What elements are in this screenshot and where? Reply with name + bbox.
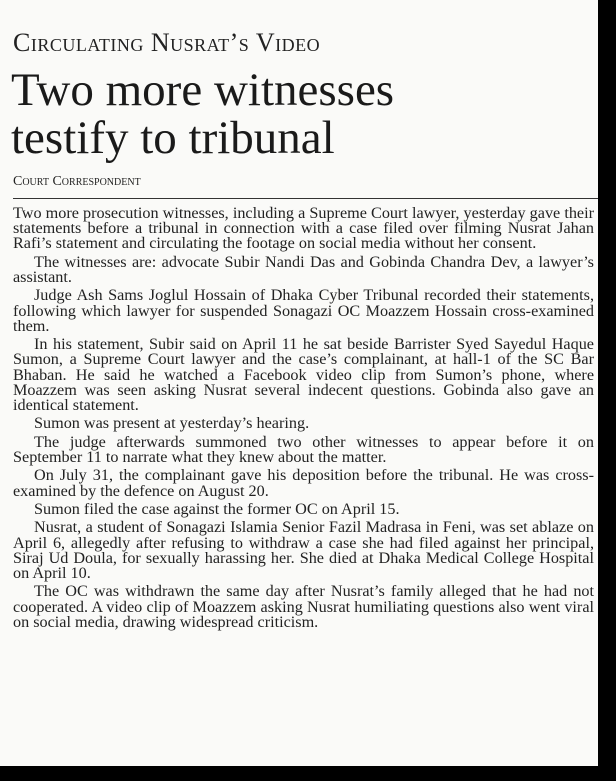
paragraph-8: Sumon filed the case against the former OC on April 15. [34,499,400,518]
paragraph-1: Two more prosecution witnesses, including a Supreme Court lawyer, yesterday gave their statements before a tribunal in connection with a case filed over filming Nusrat Jahan Rafi’s statement and circulating the footage on social media without her consent. [13,204,594,253]
headline-line-1: Two more witnesses [11,64,395,116]
divider [13,198,598,199]
headline-line-2: testify to tribunal [11,112,335,164]
byline: Court Correspondent [13,174,141,189]
article-body [13,206,594,633]
paragraph-6: The judge afterwards summoned two other witnesses to appear before it on September 11 to narrate what they knew about the matter. [13,432,594,466]
paragraph-9: Nusrat, a student of Sonagazi Islamia Senior Fazil Madrasa in Feni, was set ablaze on April 6, allegedly after refusing to withdraw a case she had filed against her principal, Siraj Ud Doula, for sexually harassing her. She died at Dhaka Medical College Hospital on April 10. [13,518,594,582]
kicker: Circulating Nusrat’s Video [13,28,321,57]
headline [11,66,591,162]
paragraph-4: In his statement, Subir said on April 11 he sat beside Barrister Syed Sayedul Haque Sumon, a Supreme Court lawyer and the case’s complainant, at hall-1 of the SC Bar Bhaban. He said he watched a Facebook video clip from Sumon’s phone, where Moazzem was seen asking Nusrat several indecent questions. Gobinda also gave an identical statement. [13,335,594,414]
paragraph-7: On July 31, the complainant gave his deposition before the tribunal. He was cross-examined by the defence on August 20. [13,466,594,500]
paragraph-3: Judge Ash Sams Joglul Hossain of Dhaka Cyber Tribunal recorded their statements, following which lawyer for suspended Sonagazi OC Moazzem Hossain cross-examined them. [13,286,594,335]
paragraph-5: Sumon was present at yesterday’s hearing. [34,414,310,433]
paragraph-2: The witnesses are: advocate Subir Nandi Das and Gobinda Chandra Dev, a lawyer’s assistant. [13,252,594,286]
paragraph-10: The OC was withdrawn the same day after Nusrat’s family alleged that he had not cooperated. A video clip of Moazzem asking Nusrat humiliating questions also went viral on social media, drawing widespread criticism. [13,582,594,631]
